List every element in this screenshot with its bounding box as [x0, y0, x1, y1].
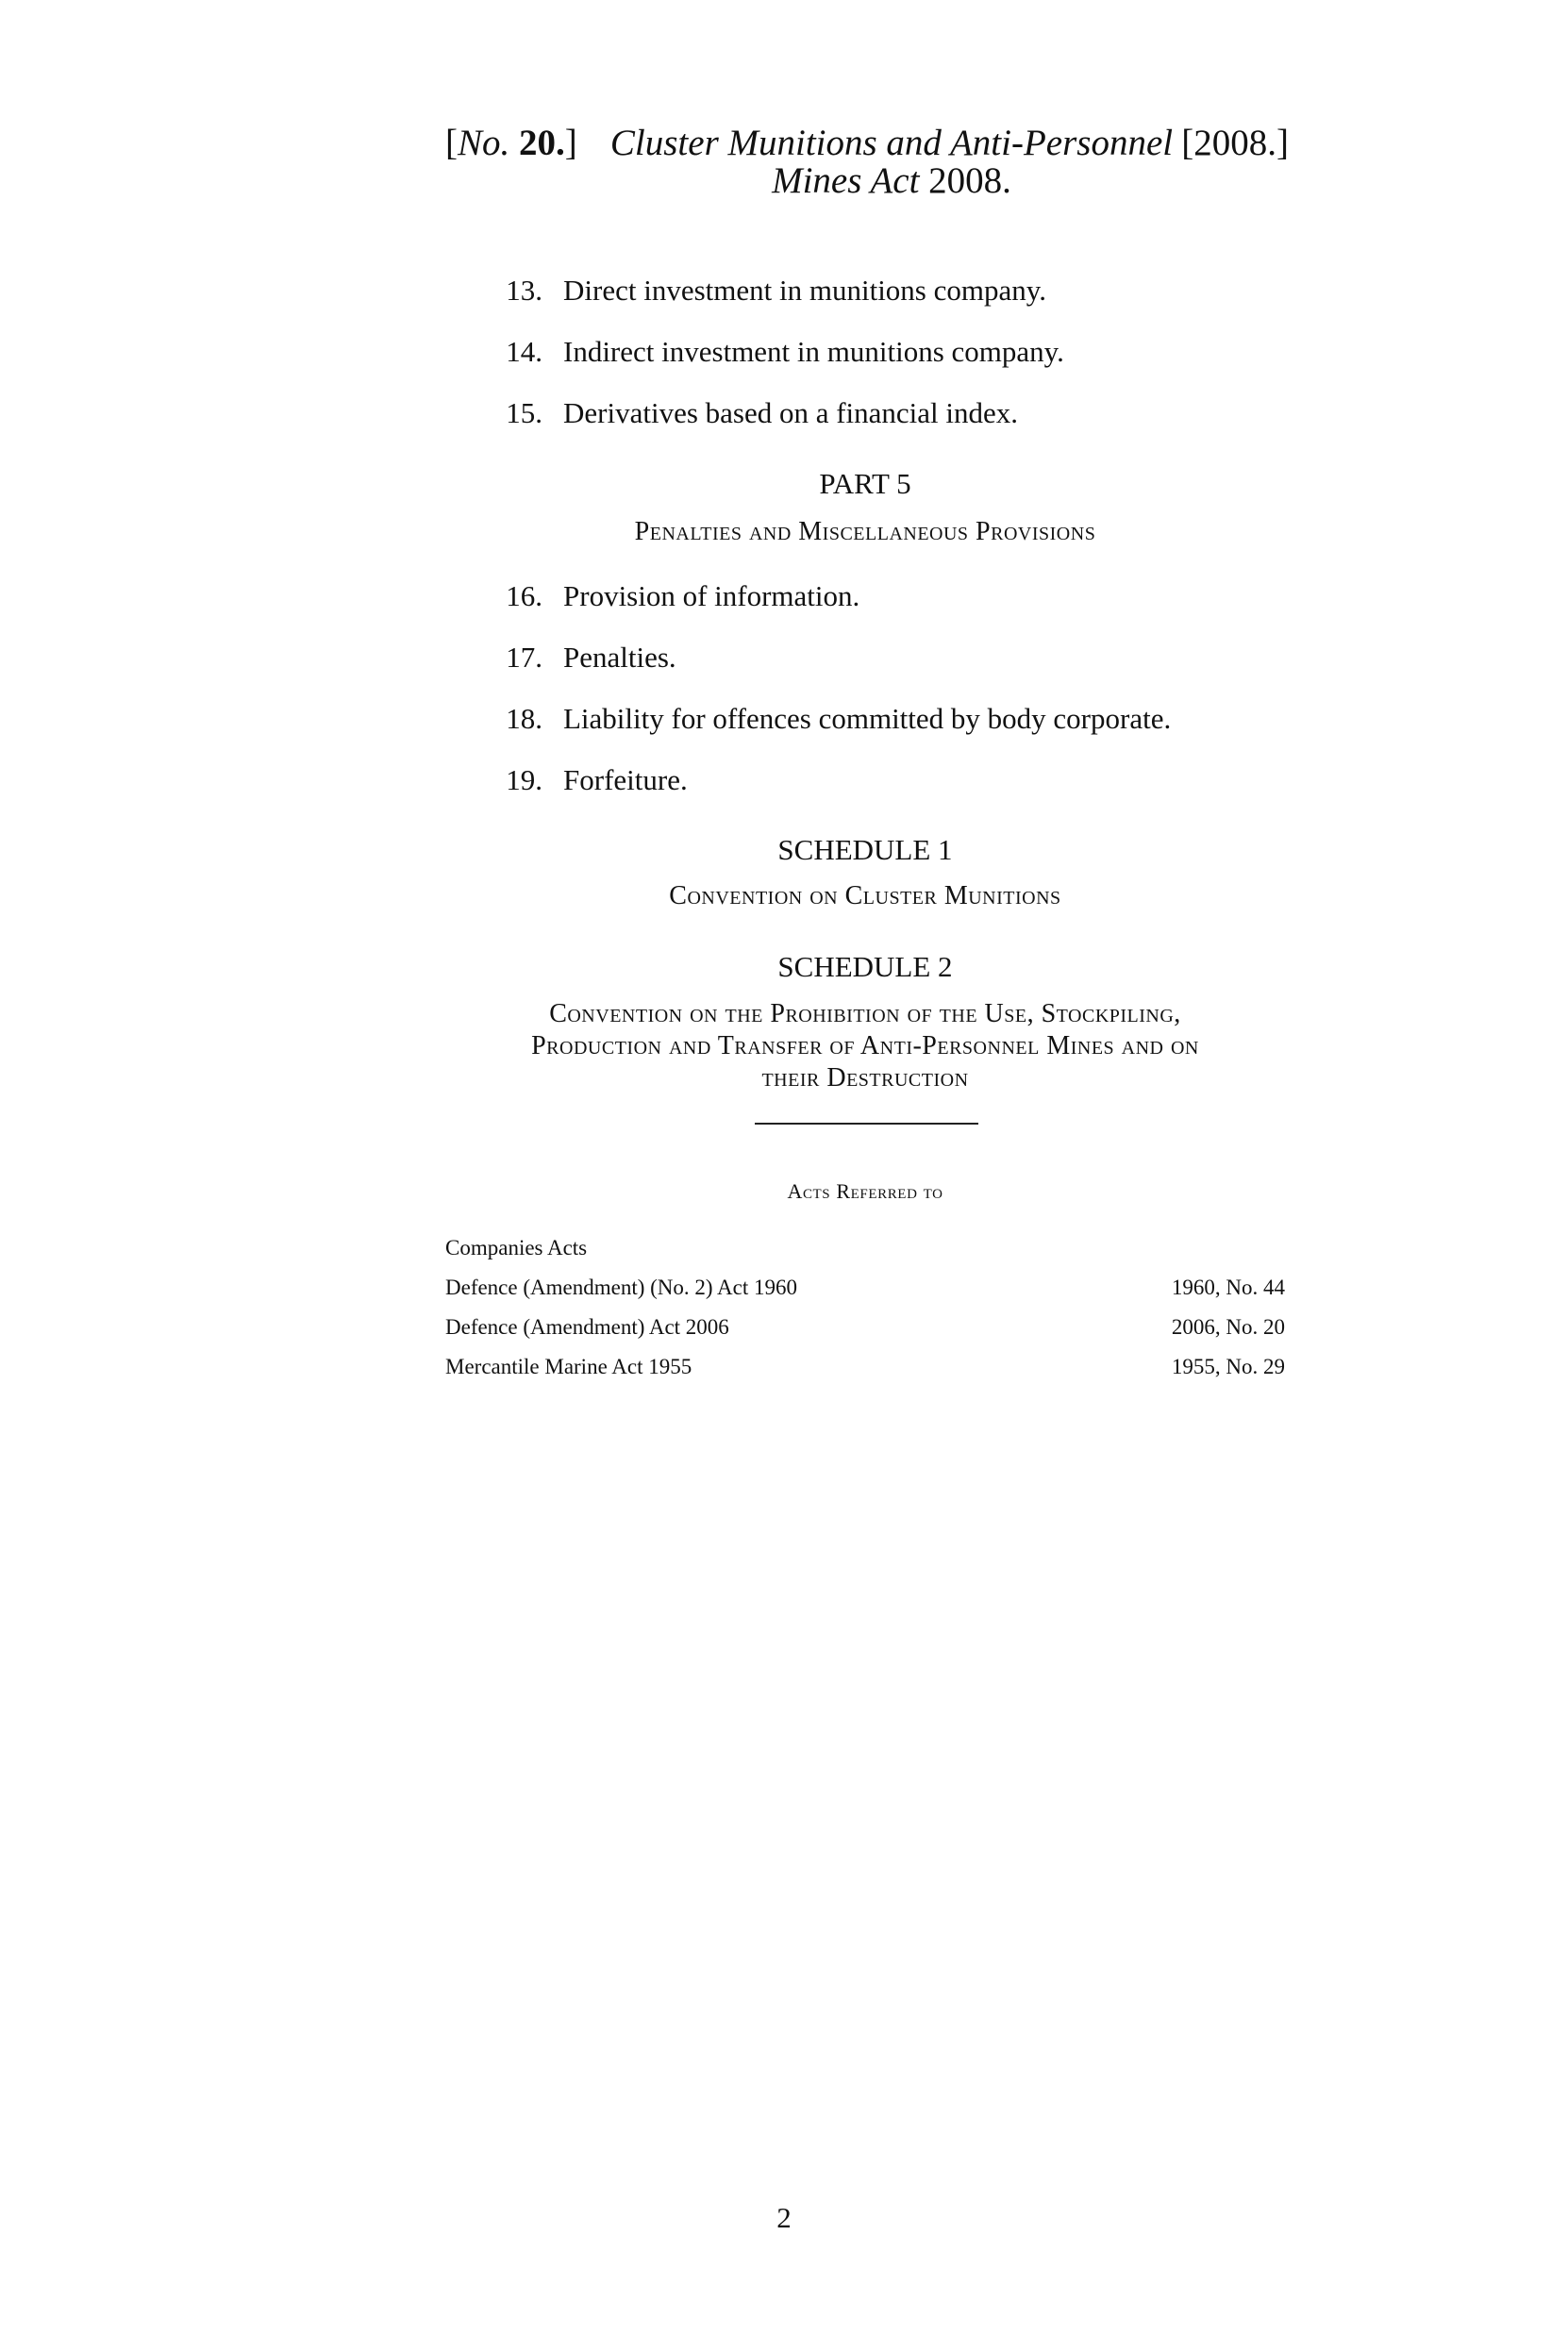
section-entry [472, 275, 1046, 305]
part5-title: Penalties and Miscellaneous Provisions [634, 517, 1096, 546]
section-entry [472, 765, 688, 794]
section-number: 18. [506, 702, 542, 735]
section-entry [472, 642, 676, 672]
section-number: 15. [506, 396, 542, 429]
act-reference: 1960, No. 44 [1171, 1276, 1285, 1299]
act-reference: 2006, No. 20 [1171, 1315, 1285, 1339]
section-entry [472, 398, 1018, 427]
section-entry [472, 581, 859, 610]
section-title: Provision of information. [563, 579, 860, 612]
part5-heading: PART 5 [819, 467, 911, 500]
schedule1-title: Convention on Cluster Munitions [669, 881, 1061, 910]
section-title: Derivatives based on a financial index. [563, 396, 1019, 429]
header-no-number: 20. [519, 123, 565, 163]
page-number: 2 [776, 2201, 792, 2234]
section-title: Liability for offences committed by body corporate. [563, 702, 1172, 735]
header-act-number [445, 125, 577, 161]
schedule2-title [445, 998, 1285, 1094]
schedule2-title-line: Production and Transfer of Anti-Personnel Mines and on [531, 1031, 1199, 1060]
divider-rule [755, 1123, 978, 1125]
section-title: Penalties. [563, 641, 676, 674]
header-title-year: 2008. [928, 160, 1011, 201]
section-number: 16. [506, 579, 542, 612]
section-title: Indirect investment in munitions company. [563, 335, 1064, 368]
section-entry [472, 704, 1171, 733]
section-number: 17. [506, 641, 542, 674]
header-title-act: Mines Act [772, 160, 920, 201]
section-number: 13. [506, 274, 542, 307]
acts-referred-heading: Acts Referred to [787, 1179, 943, 1203]
header-title-line1: Cluster Munitions and Anti-Personnel [609, 123, 1174, 163]
schedule2-heading: SCHEDULE 2 [777, 950, 953, 983]
header-no-label: No. [458, 123, 510, 163]
header-title-line2 [604, 162, 1179, 199]
schedule1-heading: SCHEDULE 1 [777, 833, 953, 866]
act-reference: 1955, No. 29 [1171, 1355, 1285, 1378]
act-name: Mercantile Marine Act 1955 [445, 1355, 692, 1378]
section-number: 19. [506, 763, 542, 796]
section-entry [472, 337, 1064, 366]
schedule2-title-line: Convention on the Prohibition of the Use, Stockpiling, [549, 999, 1181, 1028]
header-bracket-open: [ [445, 123, 458, 163]
header-year: [2008.] [1181, 123, 1289, 163]
section-number: 14. [506, 335, 542, 368]
schedule2-title-line: their Destruction [761, 1063, 969, 1093]
act-name: Companies Acts [445, 1236, 588, 1259]
header-bracket-close: ] [564, 123, 577, 163]
act-name: Defence (Amendment) Act 2006 [445, 1315, 729, 1339]
section-title: Forfeiture. [563, 763, 688, 796]
section-title: Direct investment in munitions company. [563, 274, 1046, 307]
act-name: Defence (Amendment) (No. 2) Act 1960 [445, 1276, 797, 1299]
